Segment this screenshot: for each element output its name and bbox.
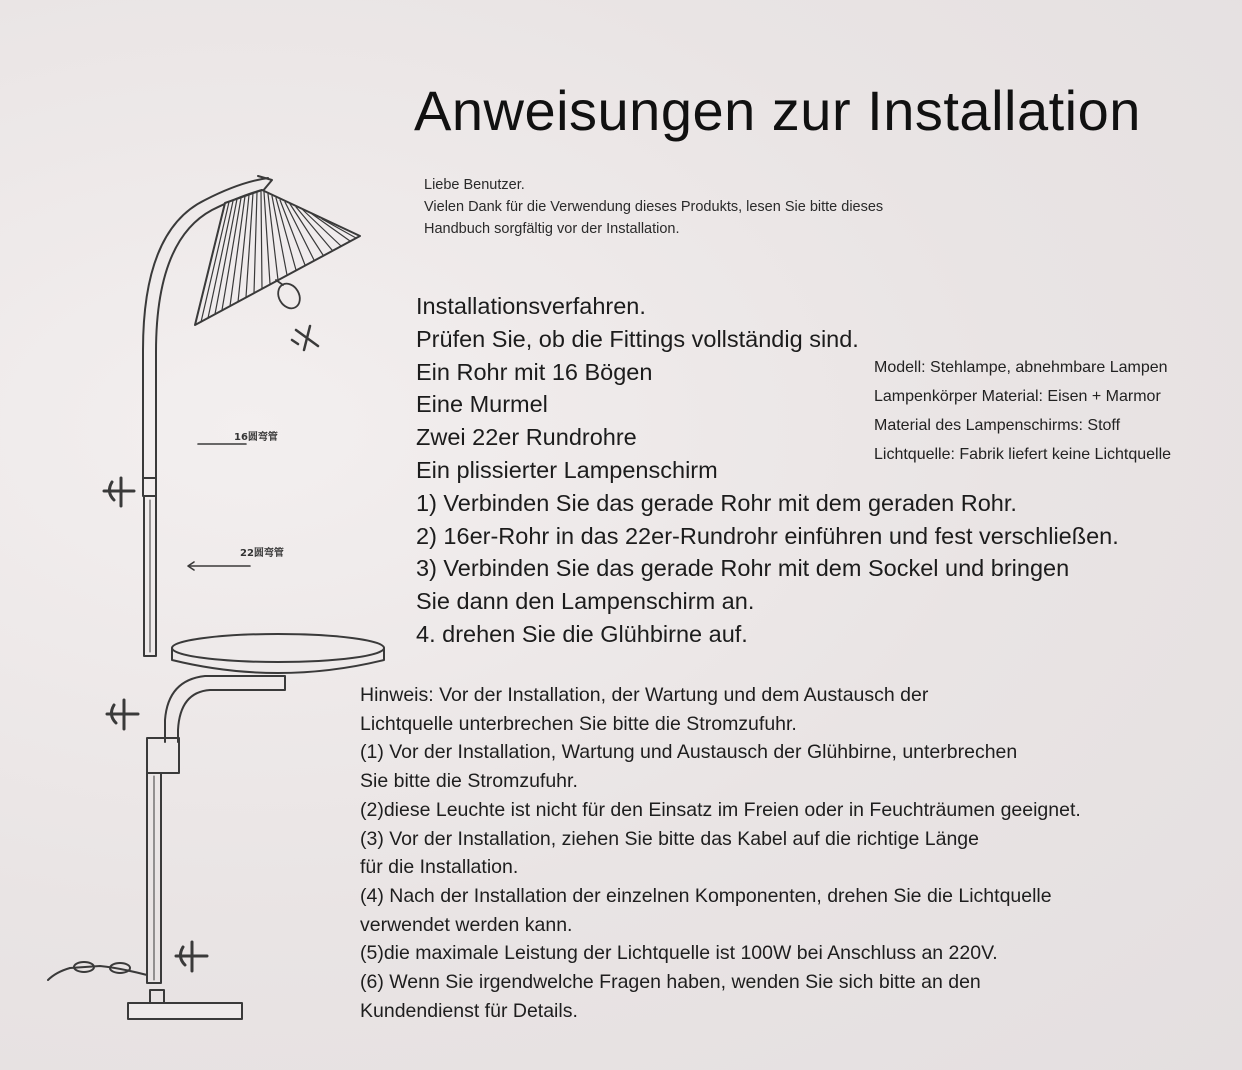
floor-lamp-diagram — [0, 0, 400, 1070]
greeting-line: Vielen Dank für die Verwendung dieses Produkts, lesen Sie bitte dieses — [424, 199, 884, 215]
power-cable — [48, 966, 147, 980]
step-line: Installationsverfahren. — [416, 293, 646, 319]
step-line: Sie dann den Lampenschirm an. — [416, 588, 755, 615]
round-tabletop — [172, 634, 384, 673]
step-line: 1) Verbinden Sie das gerade Rohr mit dem geraden Rohr. — [416, 489, 1017, 516]
greeting-line: Liebe Benutzer. — [424, 177, 525, 193]
step-line: Zwei 22er Rundrohre — [416, 424, 637, 451]
greeting-paragraph — [424, 174, 944, 240]
step-line: Ein Rohr mit 16 Bögen — [416, 358, 653, 385]
straight-pipe-upper — [143, 478, 156, 496]
light-bulb — [274, 280, 304, 313]
note-line: Hinweis: Vor der Installation, der Wartung und dem Austausch der — [360, 684, 929, 706]
step-line: 4. drehen Sie die Glühbirne auf. — [416, 620, 748, 647]
note-line: verwendet werden kann. — [360, 913, 573, 936]
joint-marker-3 — [176, 942, 207, 971]
note-line: Sie bitte die Stromzufuhr. — [360, 770, 578, 793]
spec-line: Modell: Stehlampe, abnehmbare Lampen — [874, 359, 1168, 376]
step-line: 2) 16er-Rohr in das 22er-Rundrohr einführen und fest verschließen. — [416, 522, 1119, 549]
note-line: (2)diese Leuchte ist nicht für den Einsatz im Freien oder in Feuchträumen geeignet. — [360, 798, 1081, 821]
greeting-line: Handbuch sorgfältig vor der Installation. — [424, 221, 680, 237]
note-line: (4) Nach der Installation der einzelnen Komponenten, drehen Sie die Lichtquelle — [360, 884, 1052, 907]
spec-line: Material des Lampenschirms: Stoff — [874, 417, 1121, 434]
pleated-lampshade — [195, 190, 360, 325]
step-line: Ein plissierter Lampenschirm — [416, 456, 718, 483]
note-line: (3) Vor der Installation, ziehen Sie bitte das Kabel auf die richtige Länge — [360, 827, 979, 850]
note-line: für die Installation. — [360, 856, 519, 879]
note-line: (6) Wenn Sie irgendwelche Fragen haben, wenden Sie sich bitte an den — [360, 971, 981, 994]
step-line: 3) Verbinden Sie das gerade Rohr mit dem Sockel und bringen — [416, 555, 1070, 582]
page-title: Anweisungen zur Installation — [414, 79, 1141, 142]
screw-icon — [292, 326, 318, 350]
step-line: Prüfen Sie, ob die Fittings vollständig sind. — [416, 325, 859, 352]
spec-line: Lichtquelle: Fabrik liefert keine Lichtquelle — [874, 446, 1172, 463]
table-bracket — [165, 676, 285, 742]
safety-notes — [360, 681, 1081, 1025]
label-pipe-22: 22圆弯管 — [240, 548, 284, 559]
note-line: Kundendienst für Details. — [360, 999, 578, 1022]
spec-line: Lampenkörper Material: Eisen + Marmor — [874, 388, 1161, 405]
installation-steps — [416, 290, 1119, 651]
connector — [147, 738, 179, 773]
label-pipe-16: 16圆弯管 — [234, 432, 278, 443]
joint-marker-1 — [104, 478, 134, 506]
note-line: Lichtquelle unterbrechen Sie bitte die Stromzufuhr. — [360, 712, 797, 735]
note-line: (1) Vor der Installation, Wartung und Austausch der Glühbirne, unterbrechen — [360, 741, 1018, 764]
product-specs — [874, 353, 1171, 469]
note-line: (5)die maximale Leistung der Lichtquelle ist 100W bei Anschluss an 220V. — [360, 942, 998, 965]
marble-base — [128, 1003, 242, 1019]
joint-marker-2 — [107, 700, 138, 729]
step-line: Eine Murmel — [416, 391, 548, 418]
